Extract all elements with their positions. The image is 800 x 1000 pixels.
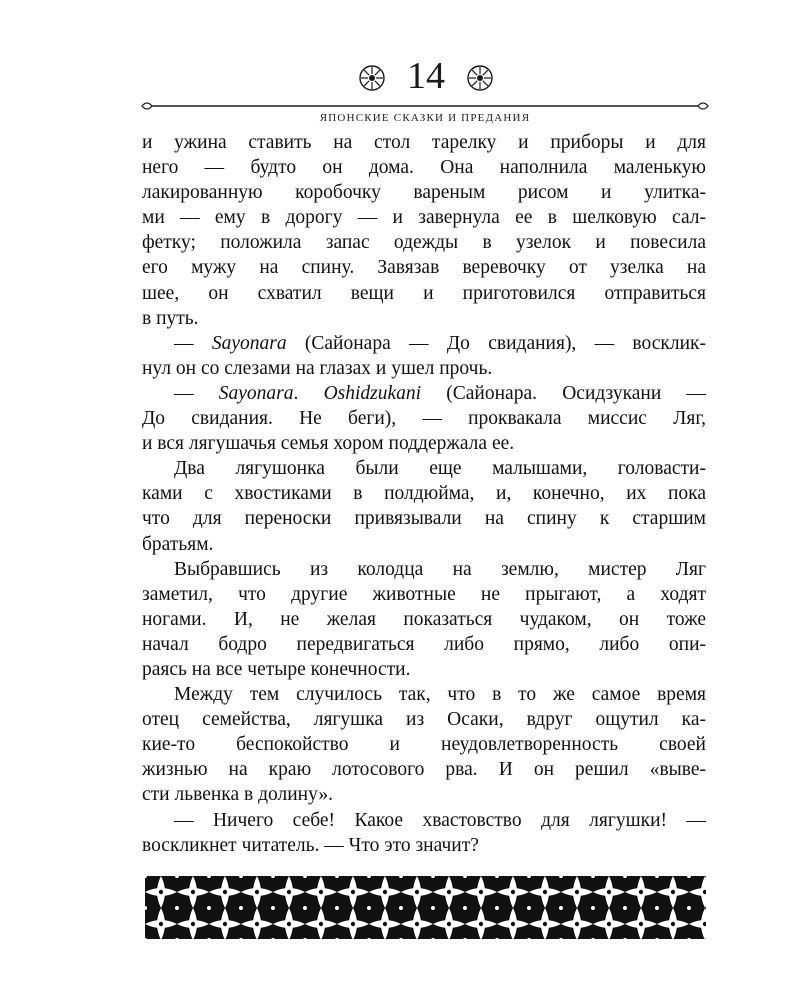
italic-word: Oshidzukani bbox=[323, 382, 422, 404]
decorative-border bbox=[145, 876, 706, 939]
text-line: Между тем случилось так, что в то же самое время bbox=[174, 684, 706, 706]
text-line: и вся лягушачья семья хором поддержала ее. bbox=[142, 433, 515, 455]
page-number: 14 bbox=[407, 55, 445, 97]
text-line: фетку; положила запас одежды в узелок и повесила bbox=[142, 232, 706, 254]
dialogue-line: — Sayonara. Oshidzukani (Сайонара. Осидзукани — bbox=[174, 382, 707, 404]
text-line: ногами. И, не желая показаться чудаком, он тоже bbox=[142, 608, 706, 630]
text-line: его мужу на спину. Завязав веревочку от узелка на bbox=[142, 257, 706, 279]
text-line: него — будто он дома. Она наполнила маленькую bbox=[142, 157, 706, 179]
italic-word: Sayonara bbox=[218, 382, 294, 404]
text-line: Выбравшись из колодца на землю, мистер Ляг bbox=[174, 558, 706, 580]
text-line: ми — ему в дорогу — и завернула ее в шелковую сал- bbox=[142, 207, 706, 229]
text-line: начал бодро передвигаться либо прямо, либо опи- bbox=[142, 633, 706, 655]
text-line: воскликнет читатель. — Что это значит? bbox=[142, 834, 479, 856]
text-line: сти львенка в долину». bbox=[142, 784, 333, 806]
text-line: что для переноски привязывали на спину к старшим bbox=[142, 508, 706, 530]
text-line: братьям. bbox=[142, 533, 214, 555]
text-line: отец семейства, лягушка из Осаки, вдруг ощутил ка- bbox=[142, 709, 706, 731]
text-line: — Ничего себе! Какое хвастовство для лягушки! — bbox=[174, 809, 706, 831]
rosette-icon bbox=[358, 64, 386, 92]
text-line: Два лягушонка были еще малышами, головасти- bbox=[174, 458, 706, 480]
text-line: До свидания. Не беги), — проквакала миссис Ляг, bbox=[142, 408, 706, 430]
header-rule bbox=[140, 100, 710, 112]
text-line: ками с хвостиками в полдюйма, и, конечно, их пока bbox=[142, 483, 706, 505]
text-line: и ужина ставить на стол тарелку и приборы и для bbox=[142, 132, 706, 153]
text-line: заметил, что другие животные не прыгают, а ходят bbox=[142, 583, 706, 605]
text-line: в путь. bbox=[142, 307, 199, 329]
italic-word: Sayonara bbox=[211, 332, 287, 354]
page-number-row bbox=[140, 56, 710, 100]
text-line: шее, он схватил вещи и приготовился отправиться bbox=[142, 282, 706, 304]
running-title: ЯПОНСКИЕ СКАЗКИ И ПРЕДАНИЯ bbox=[319, 112, 531, 124]
body-text bbox=[142, 130, 706, 858]
text-line: лакированную коробочку вареным рисом и улитка- bbox=[142, 182, 706, 204]
text-line: жизнью на краю лотосового рва. И он решил «выве- bbox=[142, 759, 706, 781]
text-line: раясь на все четыре конечности. bbox=[142, 658, 411, 680]
page-header bbox=[140, 56, 710, 122]
text-line: нул он со слезами на глазах и ушел прочь. bbox=[142, 357, 493, 379]
dialogue-line: — Sayonara (Сайонара — До свидания), — восклик- bbox=[174, 332, 707, 354]
text-line: кие-то беспокойство и неудовлетворенность своей bbox=[142, 734, 706, 756]
rosette-icon bbox=[466, 64, 494, 92]
